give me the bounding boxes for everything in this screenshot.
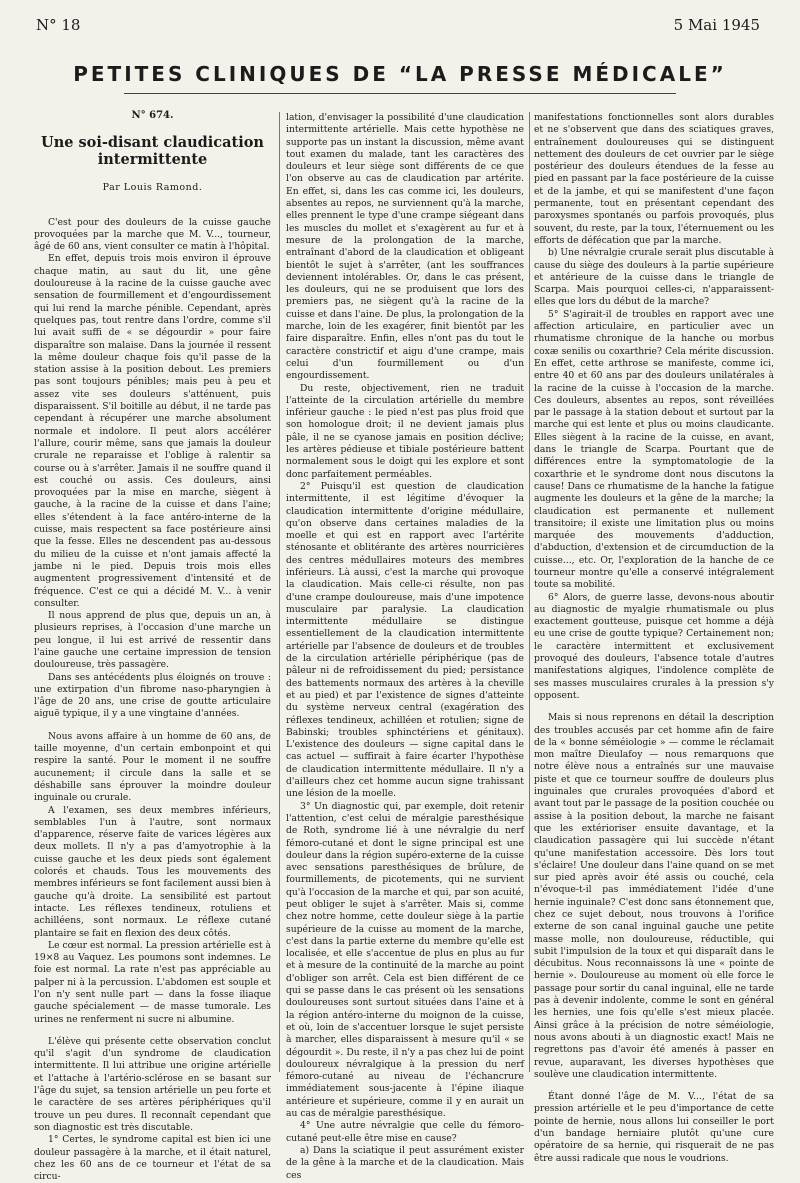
paragraph: Nous avons affaire à un homme de 60 ans, de taille moyenne, d'un certain embonpoint et qui respire la santé. Pour le moment il ne souffre aucunement; il circule dans la salle et se déshabille sans éprouver la moindre douleur inguinale ou crurale. xyxy=(34,730,271,804)
paragraph: 4° Une autre névralgie que celle du fémoro-cutané peut-elle être mise en cause? xyxy=(286,1120,524,1144)
paragraph: 6° Alors, de guerre lasse, devons-nous aboutir au diagnostic de myalgie rhumatismale ou plus exactement goutteuse, puisque cet homme a déjà eu une crise de goutte typique? Certainement non; le caractère intermittent et exclusivement provoqué des douleurs, l'absence totale d'autres manifestations algiques, l'indolence complète de ses masses musculaires crurales à la pression s'y opposent. xyxy=(534,591,774,701)
paragraph: Le cœur est normal. La pression artérielle est à 19×8 au Vaquez. Les poumons sont indemnes. Le foie est normal. La rate n'est pas appréciable au palper ni à la percussion. L'abdomen est souple et l'on n'y sent nulle part — dans la fosse iliaque gauche spécialement — de masse tumorale. Les urines ne renferment ni sucre ni albumine. xyxy=(34,939,271,1025)
paragraph: lation, d'envisager la possibilité d'une claudication intermittente artérielle. Mais cette hypothèse ne supporte pas un instant la discussion, même avant tout examen du malade, tant les caractères des douleurs et leur siège sont différents de ce que l'on observe au cas de claudication par artérite. En effet, si, dans les cas comme ici, les douleurs, absentes au repos, ne surviennent qu'à la marche, elles prennent le type d'une crampe siégeant dans les muscles du mollet et s'exagèrent au fur et à mesure de la prolongation de la marche, entraînant d'abord de la claudication et obligeant bientôt le sujet à s'arrêter, (ant les souffrances deviennent intolérables. Or, dans le cas présent, les douleurs, qui ne se produisent que lors des premiers pas, ne siègent qu'à la racine de la cuisse et dans l'aine. De plus, la prolongation de la marche, loin de les exagérer, finit bientôt par les faire disparaître. Enfin, elles n'ont pas du tout le caractère constrictif et aigu d'une crampe, mais celui d'un fourmillement ou d'un engourdissement. xyxy=(286,112,524,382)
paragraph: 1° Certes, le syndrome capital est bien ici une douleur passagère à la marche, et il était naturel, chez les 60 ans de ce tourneur et l'état de sa circu- xyxy=(34,1134,271,1183)
column-1 xyxy=(34,110,271,1183)
issue-date: 5 Mai 1945 xyxy=(673,16,760,34)
paragraph: manifestations fonctionnelles sont alors durables et ne s'observent que dans des sciatiques graves, entraînement douloureuses qui se distinguent nettement des douleurs de cet ouvrier par le siège postérieur des douleurs étendues de la fesse au pied en passant par la face postérieure de la cuisse et de la jambe, et qui se manifestent d'une façon permanente, tout en présentant cependant des paroxysmes spontanés ou parfois provoqués, plus souvent, du reste, par la toux, l'éternuement ou les efforts de défécation que par la marche. xyxy=(534,112,774,246)
article-title: Une soi-disant claudication intermittente xyxy=(41,134,264,169)
paragraph: L'élève qui présente cette observation conclut qu'il s'agit d'un syndrome de claudication intermittente. Il lui attribue une origine artérielle et l'attache à l'artério-sclérose en se basant sur l'âge du sujet, sa tension artérielle un peu forte et le caractère de ses artères périphériques qu'il trouve un peu dures. Il reconnaît cependant que son diagnostic est très discutable. xyxy=(34,1035,271,1133)
column-3 xyxy=(534,112,774,1165)
paragraph: Il nous apprend de plus que, depuis un an, à plusieurs reprises, à l'occasion d'une marche un peu longue, il lui est arrivé de ressentir dans l'aine gauche une certaine impression de tension douloureuse, très passagère. xyxy=(34,610,271,671)
article-number: N° 674. xyxy=(131,110,174,121)
masthead: PETITES CLINIQUES DE “LA PRESSE MÉDICALE” xyxy=(73,62,727,86)
paragraph: Mais si nous reprenons en détail la description des troubles accusés par cet homme afin de faire de la « bonne séméiologie » — comme le réclamait mon maître Dieulafoy — nous remarquons que notre élève nous a entraînés sur une mauvaise piste et que ce tourneur souffre de douleurs plus inguinales que crurales provoquées d'abord et avant tout par le passage de la position couchée ou assise à la position debout, la marche ne faisant que les extérioriser ensuite davantage, et la claudication passagère qui lui succède n'étant qu'une manifestation accessoire. Dès lors tout s'éclaire! Une douleur dans l'aine quand on se met sur pied après avoir été assis ou couché, cela n'évoque-t-il pas immédiatement l'idée d'une hernie inguinale? C'est donc sans étonnement que, chez ce sujet debout, nous trouvons à l'orifice externe de son canal inguinal gauche une petite masse molle, non douloureuse, réductible, qui subit l'impulsion de la toux et qui disparaît dans le décubitus. Nous reconnaissons là une « pointe de hernie ». Douloureuse au moment où elle force le passage pour sortir du canal inguinal, elle ne tarde pas à devenir indolente, comme le sont en général les hernies, une fois qu'elle s'est mieux placée. Ainsi grâce à la précision de notre séméiologie, nous avons abouti à un diagnostic exact! Mais ne regrettons pas d'avoir été amenés à passer en revue, auparavant, les diverses hypothèses que soulève une claudication intermittente. xyxy=(534,712,774,1080)
article-byline: Par Louis Ramond. xyxy=(102,182,203,194)
page-header xyxy=(36,16,760,38)
column-divider xyxy=(529,112,530,1072)
paragraph: Étant donné l'âge de M. V..., l'état de sa pression artérielle et le peu d'importance de cette pointe de hernie, nous allons lui conseiller le port d'un bandage herniaire plutôt qu'une cure opératoire de sa hernie, qui risquerait de ne pas être aussi radicale que nous le voudrions. xyxy=(534,1091,774,1164)
masthead-rule xyxy=(124,93,676,94)
paragraph: Dans ses antécédents plus éloignés on trouve : une extirpation d'un fibrome naso-pharyngien à l'âge de 20 ans, une crise de goutte articulaire aiguë typique, il y a une vingtaine d'années. xyxy=(34,671,271,720)
paragraph: a) Dans la sciatique il peut assurément exister de la gêne à la marche et de la claudication. Mais ces xyxy=(286,1144,524,1181)
paragraph: 5° S'agirait-il de troubles en rapport avec une affection articulaire, en particulier avec un rhumatisme chronique de la hanche ou morbus coxæ senilis ou coxarthrie? Cela mérite discussion. En effet, cette arthrose se manifeste, comme ici, entre 40 et 60 ans par des douleurs unilatérales à la racine de la cuisse à l'occasion de la marche. Ces douleurs, absentes au repos, sont réveillées par le passage à la station debout et surtout par la marche qui est lente et plus ou moins claudicante. Elles siègent à la racine de la cuisse, en avant, dans le triangle de Scarpa. Pourtant que de différences entre la symptomatologie de la coxarthrie et le syndrome dont nous discutons la cause! Dans ce rhumatisme de la hanche la fatigue augmente les douleurs et la gêne de la marche; la claudication est permanente et nullement transitoire; il existe une limitation plus ou moins marquée des mouvements d'adduction, d'abduction, d'extension et de circumduction de la cuisse..., etc. Or, l'exploration de la hanche de ce tourneur montre qu'elle a conservé intégralement toute sa mobilité. xyxy=(534,308,774,591)
paragraph: b) Une névralgie crurale serait plus discutable à cause du siège des douleurs à la partie supérieure et antérieure de la cuisse dans le triangle de Scarpa. Mais pourquoi celles-ci, n'apparaissent-elles que lors du début de la marche? xyxy=(534,247,774,308)
paragraph: En effet, depuis trois mois environ il éprouve chaque matin, au saut du lit, une gêne douloureuse à la racine de la cuisse gauche avec sensation de fourmillement et d'engourdissement qui lui rend la marche pénible. Cependant, après quelques pas, tout rentre dans l'ordre, comme s'il lui avait suffi de « se dégourdir » pour faire disparaître son malaise. Dans la journée il ressent la même douleur chaque fois qu'il passe de la station assise à la position debout. Les premiers pas sont toujours pénibles; mais peu à peu et assez vite ses douleurs s'atténuent, puis disparaissent. S'il boitille au début, il ne tarde pas cependant à récupérer une marche absolument normale et indolore. Il peut alors accélérer l'allure, courir même, sans que jamais la douleur crurale ne reparaisse et l'oblige à ralentir sa course ou à s'arrêter. Jamais il ne souffre quand il est couché ou assis. Ces douleurs, ainsi provoquées par la mise en marche, siègent à gauche, à la racine de la cuisse et dans l'aine; elles s'étendent à la face antéro-interne de la cuisse, mais respectent sa face postérieure ainsi que la fesse. Elles ne descendent pas au-dessous du milieu de la cuisse et n'ont jamais affecté la jambe ni le pied. Depuis trois mois elles augmentent progressivement d'intensité et de fréquence. C'est ce qui a décidé M. V... à venir consulter. xyxy=(34,253,271,609)
issue-number: N° 18 xyxy=(36,16,81,34)
paragraph: Du reste, objectivement, rien ne traduit l'atteinte de la circulation artérielle du membre inférieur gauche : le pied n'est pas plus froid que son homologue droit; il ne devient jamais plus pâle, il ne se cyanose jamais en position déclive; les artères pédieuse et tibiale postérieure battent normalement sous le doigt qui les explore et sont donc parfaitement perméables. xyxy=(286,382,524,480)
paragraph: C'est pour des douleurs de la cuisse gauche provoquées par la marche que M. V..., tourneur, âgé de 60 ans, vient consulter ce matin à l'hôpital. xyxy=(34,216,271,253)
paragraph: 3° Un diagnostic qui, par exemple, doit retenir l'attention, c'est celui de méralgie paresthésique de Roth, syndrome lié à une névralgie du nerf fémoro-cutané et dont le signe principal est une douleur dans la région supéro-externe de la cuisse avec sensations paresthésiques de brûlure, de fourmillements, de picotements, qui ne survient qu'à l'occasion de la marche et qui, par son acuité, peut obliger le sujet à s'arrêter. Mais si, comme chez notre homme, cette douleur siège à la partie supérieure de la cuisse au moment de la marche, c'est dans la partie externe du membre qu'elle est localisée, et elle s'accentue de plus en plus au fur et à mesure de la continuité de la marche au point d'obliger son arrêt. Cela est bien différent de ce qui se passe dans le cas présent où les sensations douloureuses sont surtout situées dans l'aine et à la région antéro-interne du moignon de la cuisse, et où, loin de s'accentuer lorsque le sujet persiste à marcher, elles disparaissent à mesure qu'il « se dégourdit ». Du reste, il n'y a pas chez lui de point douloureux névralgique à la pression du nerf fémoro-cutané au niveau de l'échancrure immédiatement sous-jacente à l'épine iliaque antérieure et supérieure, comme il y en aurait un au cas de méralgie paresthésique. xyxy=(286,800,524,1120)
column-2 xyxy=(286,112,524,1182)
column-divider xyxy=(279,112,280,1072)
paragraph: 2° Puisqu'il est question de claudication intermittente, il est légitime d'évoquer la claudication intermittente d'origine médullaire, qu'on observe dans certaines maladies de la moelle et qui est en rapport avec l'artérite sténosante et oblitérante des artères nourricières des centres médullaires moteurs des membres inférieurs. Là aussi, c'est la marche qui provoque la claudication. Mais celle-ci résulte, non pas d'une crampe douloureuse, mais d'une impotence musculaire par paralysie. La claudication intermittente médullaire se distingue essentiellement de la claudication intermittente artérielle par l'absence de douleurs et de troubles de la circulation artérielle périphérique (pas de pâleur ni de refroidissement du pied; persistance des battements normaux des artères à la cheville et au pied) et par l'existence de signes d'atteinte du système nerveux central (exagération des réflexes tendineux, achilléen et rotulien; signe de Babinski; troubles sphinctériens et génitaux). L'existence des douleurs — signe capital dans le cas actuel — suffirait à faire écarter l'hypothèse de claudication intermittente médullaire. Il n'y a d'ailleurs chez cet homme aucun signe trahissant une lésion de la moelle. xyxy=(286,480,524,800)
paragraph: A l'examen, ses deux membres inférieurs, semblables l'un à l'autre, sont normaux d'apparence, réserve faite de varices légères aux deux mollets. Il n'y a pas d'amyotrophie à la cuisse gauche et les deux pieds sont également colorés et chauds. Tous les mouvements des membres inférieurs se font facilement aussi bien à gauche qu'à droite. La sensibilité est partout intacte. Les réflexes tendineux, rotuliens et achilléens, sont normaux. Le réflexe cutané plantaire se fait en flexion des deux côtés. xyxy=(34,804,271,939)
